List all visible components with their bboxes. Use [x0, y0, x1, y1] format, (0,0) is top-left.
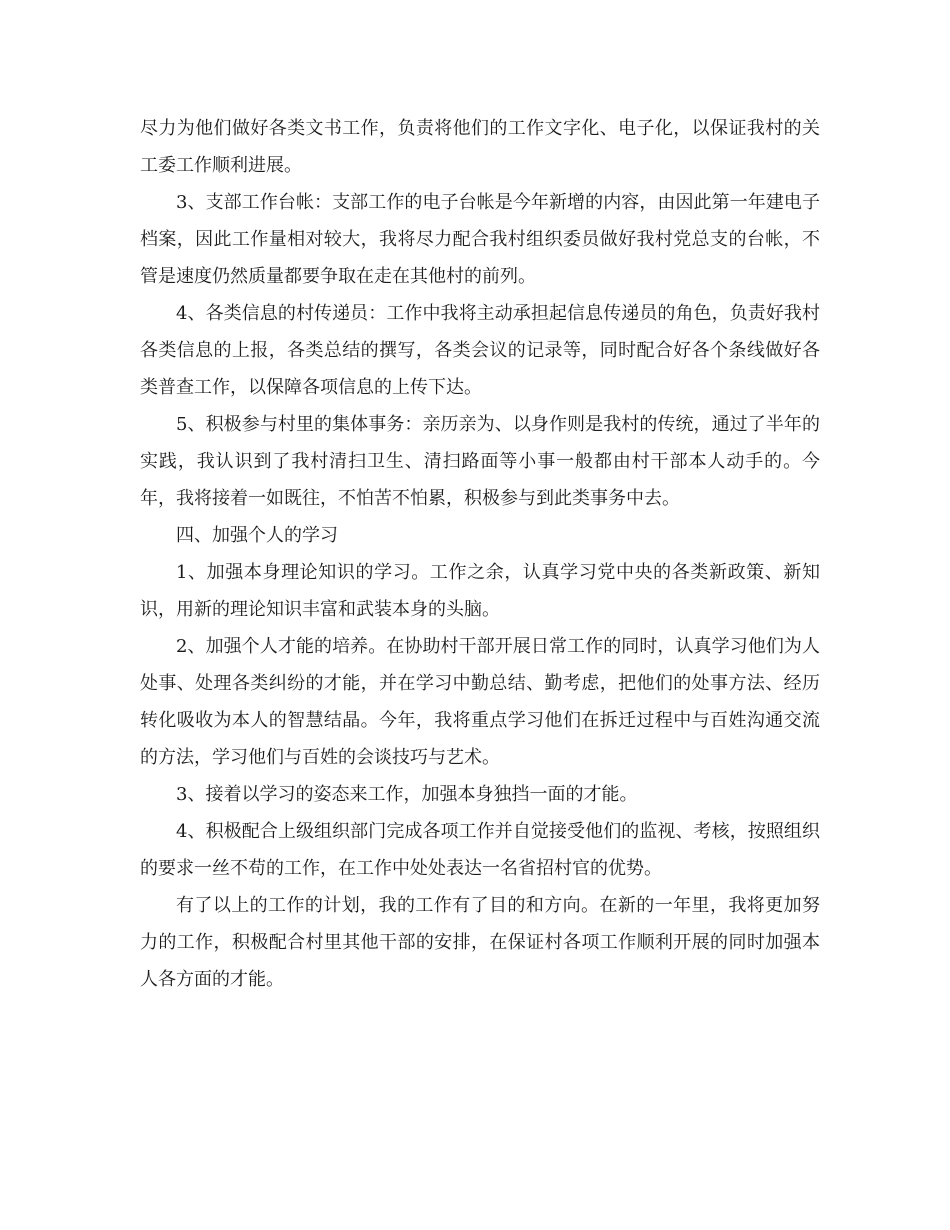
paragraph-item-3: 3、支部工作台帐：支部工作的电子台帐是今年新增的内容，由因此第一年建电子档案，因此工作量相对较大，我将尽力配合我村组织委员做好我村党总支的台帐，不管是速度仍然质量都要争取在走在其他村的前列。	[140, 192, 820, 287]
paragraph-conclusion: 有了以上的工作的计划，我的工作有了目的和方向。在新的一年里，我将更加努力的工作，积极配合村里其他干部的安排，在保证村各项工作顺利开展的同时加强本人各方面的才能。	[140, 895, 820, 990]
section-heading-4: 四、加强个人的学习	[176, 525, 338, 546]
paragraph-study-2: 2、加强个人才能的培养。在协助村干部开展日常工作的同时，认真学习他们为人处事、处理各类纠纷的才能，并在学习中勤总结、勤考虑，把他们的处事方法、经历转化吸收为本人的智慧结晶。今年，我将重点学习他们在拆迁过程中与百姓沟通交流的方法，学习他们与百姓的会谈技巧与艺术。	[140, 636, 820, 768]
document-body	[140, 110, 820, 998]
paragraph-study-1: 1、加强本身理论知识的学习。工作之余，认真学习党中央的各类新政策、新知识，用新的理论知识丰富和武装本身的头脑。	[140, 562, 820, 620]
paragraph-study-3: 3、接着以学习的姿态来工作，加强本身独挡一面的才能。	[176, 784, 638, 805]
paragraph-item-5: 5、积极参与村里的集体事务：亲历亲为、以身作则是我村的传统，通过了半年的实践，我认识到了我村清扫卫生、清扫路面等小事一般都由村干部本人动手的。今年，我将接着一如既往，不怕苦不怕累，积极参与到此类事务中去。	[140, 414, 820, 509]
paragraph-continuation: 尽力为他们做好各类文书工作，负责将他们的工作文字化、电子化，以保证我村的关工委工作顺利进展。	[140, 118, 820, 176]
paragraph-item-4: 4、各类信息的村传递员：工作中我将主动承担起信息传递员的角色，负责好我村各类信息的上报，各类总结的撰写，各类会议的记录等，同时配合好各个条线做好各类普查工作，以保障各项信息的上传下达。	[140, 303, 820, 398]
paragraph-study-4: 4、积极配合上级组织部门完成各项工作并自觉接受他们的监视、考核，按照组织的要求一丝不苟的工作，在工作中处处表达一名省招村官的优势。	[140, 821, 820, 879]
